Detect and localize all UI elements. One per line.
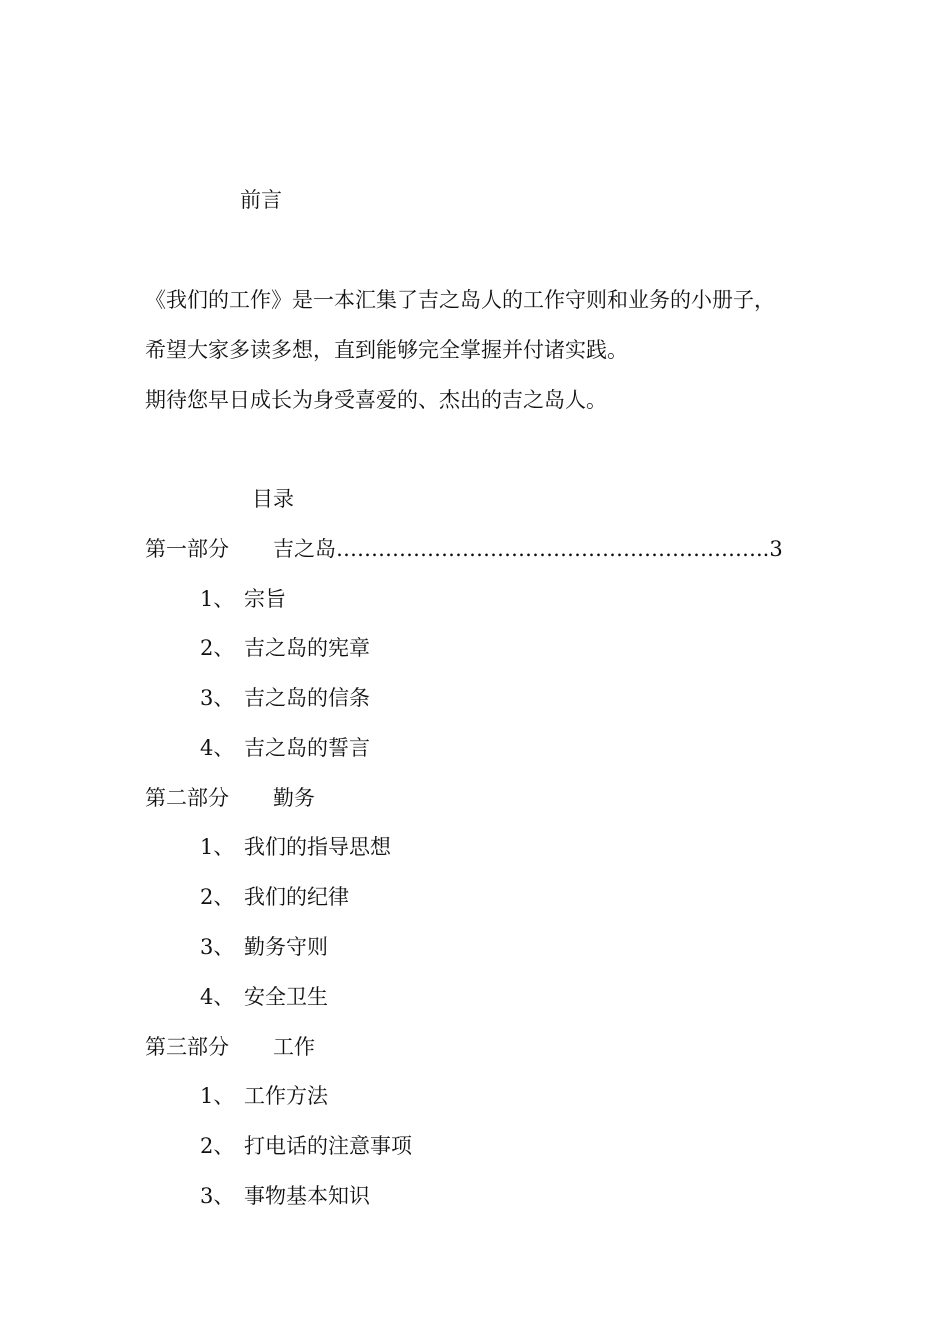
toc-item: 1、 工作方法 [200, 1084, 328, 1108]
preface-paragraph-2: 希望大家多读多想，直到能够完全掌握并付诸实践。 [145, 338, 628, 362]
toc-part-3-label: 第三部分 [145, 1035, 229, 1059]
toc-item: 2、 我们的纪律 [200, 885, 349, 909]
toc-item: 3、 事物基本知识 [200, 1184, 370, 1208]
toc-part-2 [145, 784, 315, 812]
toc-part-1 [145, 535, 783, 563]
toc-item: 4、 安全卫生 [200, 985, 328, 1009]
toc-part-1-title: 吉之岛 [273, 537, 336, 561]
toc-part-2-label: 第二部分 [145, 786, 229, 810]
toc-item: 1、 我们的指导思想 [200, 835, 391, 859]
preface-title: 前言 [240, 188, 282, 212]
toc-part-3-title: 工作 [273, 1035, 315, 1059]
toc-part-2-title: 勤务 [273, 786, 315, 810]
toc-part-1-leader: …………………………………………………….. [336, 537, 770, 561]
preface-paragraph-1: 《我们的工作》是一本汇集了吉之岛人的工作守则和业务的小册子， [145, 288, 775, 312]
toc-item: 2、 打电话的注意事项 [200, 1134, 412, 1158]
toc-item: 2、 吉之岛的宪章 [200, 636, 370, 660]
preface-paragraph-3: 期待您早日成长为身受喜爱的、杰出的吉之岛人。 [145, 388, 607, 412]
toc-item: 3、 吉之岛的信条 [200, 686, 370, 710]
toc-item: 1、 宗旨 [200, 587, 286, 611]
toc-item: 4、 吉之岛的誓言 [200, 736, 370, 760]
toc-part-1-label: 第一部分 [145, 537, 229, 561]
toc-part-1-page: 3 [769, 537, 783, 561]
toc-part-3 [145, 1033, 315, 1061]
toc-item: 3、 勤务守则 [200, 935, 328, 959]
toc-title: 目录 [252, 487, 294, 511]
